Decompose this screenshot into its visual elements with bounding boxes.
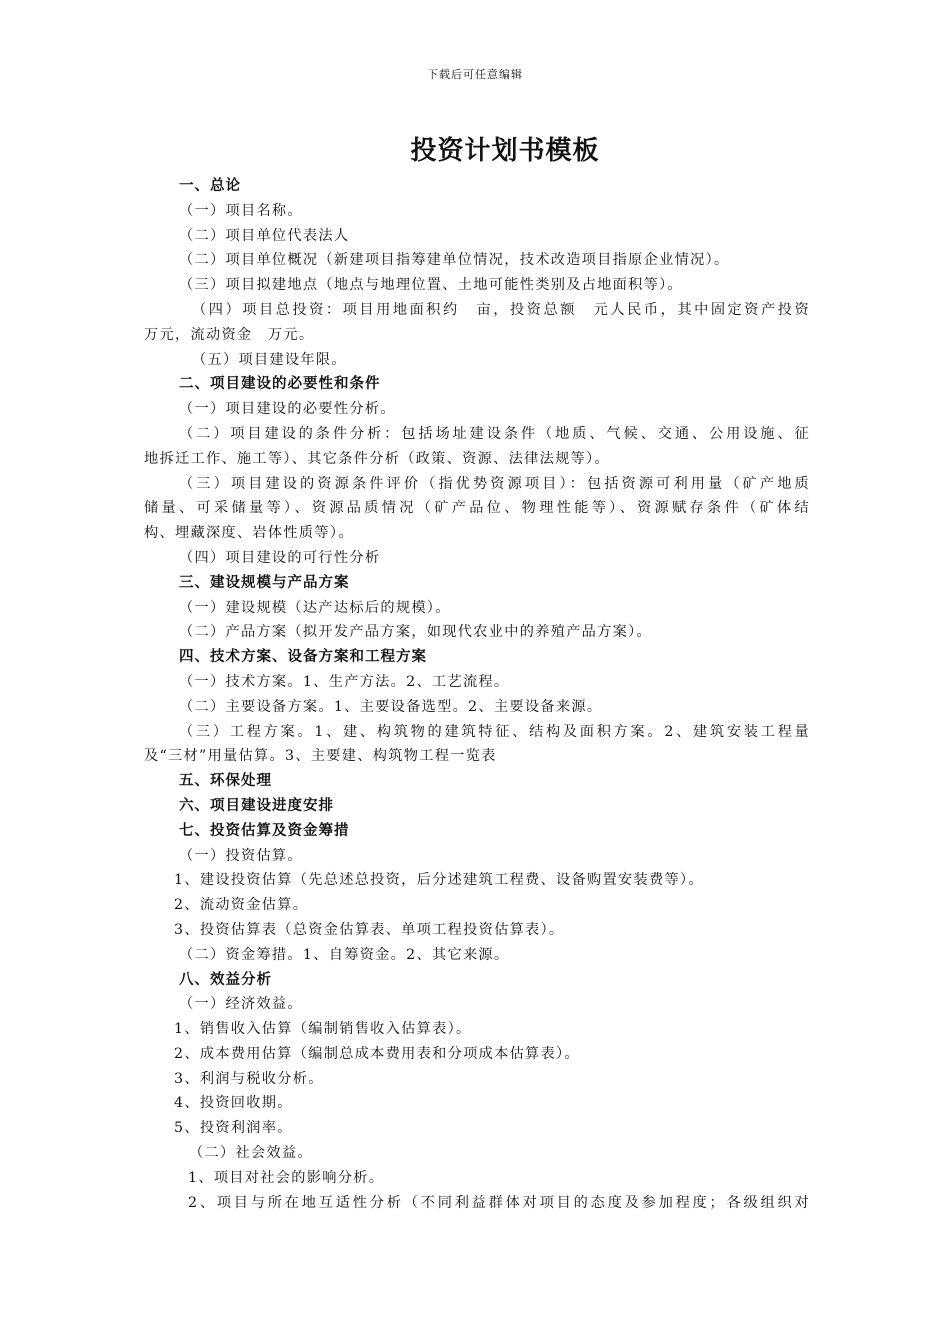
section-heading-2: 二、项目建设的必要性和条件 [179,376,381,393]
body-line: 5、投资利润率。 [174,1120,293,1137]
body-line: （五）项目建设年限。 [192,351,347,368]
body-line: 及“三材”用量估算。3、主要建、构筑物工程一览表 [144,748,497,765]
body-line: 1、销售收入估算（编制销售收入估算表）。 [174,1021,472,1038]
body-line: 2、流动资金估算。 [174,897,309,914]
body-line: 构、埋藏深度、岩体性质等）。 [144,525,354,542]
section-heading-4: 四、技术方案、设备方案和工程方案 [179,649,427,666]
section-heading-1: 一、总论 [179,178,241,194]
body-line: 1、项目对社会的影响分析。 [188,1169,385,1186]
body-line: （三）工程方案。1、建、构筑物的建筑特征、结构及面积方案。2、建筑安装工程量 [179,723,810,740]
body-line: 3、投资估算表（总资金估算表、单项工程投资估算表）。 [174,921,565,938]
body-line: 储量、可采储量等）、资源品质情况（矿产品位、物理性能等）、资源赋存条件（矿体结 [144,500,810,517]
body-line: （二）产品方案（拟开发产品方案，如现代农业中的养殖产品方案）。 [179,624,653,641]
body-line: （二）项目建设的条件分析：包括场址建设条件（地质、气候、交通、公用设施、征 [179,425,810,442]
body-line: 3、利润与税收分析。 [174,1070,324,1087]
section-heading-8: 八、效益分析 [179,971,272,988]
body-line: （三）项目拟建地点（地点与地理位置、土地可能性类别及占地面积等）。 [179,277,683,294]
body-line: 1、建设投资估算（先总述总投资，后分述建筑工程费、设备购置安装费等）。 [174,872,704,889]
body-line: 4、投资回收期。 [174,1095,293,1112]
document-body [144,174,810,1215]
body-line: （一）项目名称。 [179,202,303,219]
body-line: （二）项目单位代表法人 [179,227,350,244]
section-heading-3: 三、建设规模与产品方案 [179,574,350,591]
body-line: 2、项目与所在地互适性分析（不同利益群体对项目的态度及参加程度；各级组织对 [188,1194,810,1211]
section-heading-6: 六、项目建设进度安排 [179,797,334,814]
body-line: （一）项目建设的必要性分析。 [179,401,396,418]
header-note: 下载后可任意编辑 [427,68,523,81]
body-line: （二）社会效益。 [189,1145,313,1162]
body-line: （一）投资估算。 [179,847,303,864]
body-line: （三）项目建设的资源条件评价（指优势资源项目）：包括资源可利用量（矿产地质 [179,475,810,492]
body-line: 万元，流动资金 万元。 [144,326,315,343]
document-title: 投资计划书模板 [410,136,600,166]
body-line: （二）主要设备方案。1、主要设备选型。2、主要设备来源。 [179,698,603,715]
body-line: （一）建设规模（达产达标后的规模）。 [179,599,451,616]
body-line: 地拆迁工作、施工等）、其它条件分析（政策、资源、法律法规等）。 [144,450,610,467]
body-line: （二）资金筹措。1、自筹资金。2、其它来源。 [179,946,510,963]
section-heading-5: 五、环保处理 [179,773,272,790]
body-line: （一）经济效益。 [179,996,303,1013]
section-heading-7: 七、投资估算及资金筹措 [179,822,350,839]
body-line: 2、成本费用估算（编制总成本费用表和分项成本估算表）。 [174,1045,580,1062]
body-line: （一）技术方案。1、生产方法。2、工艺流程。 [179,673,510,690]
body-line: （四）项目总投资：项目用地面积约 亩，投资总额 元人民币，其中固定资产投资 [192,301,810,318]
body-line: （二）项目单位概况（新建项目指筹建单位情况，技术改造项目指原企业情况）。 [179,252,730,269]
body-line: （四）项目建设的可行性分析 [179,549,381,566]
